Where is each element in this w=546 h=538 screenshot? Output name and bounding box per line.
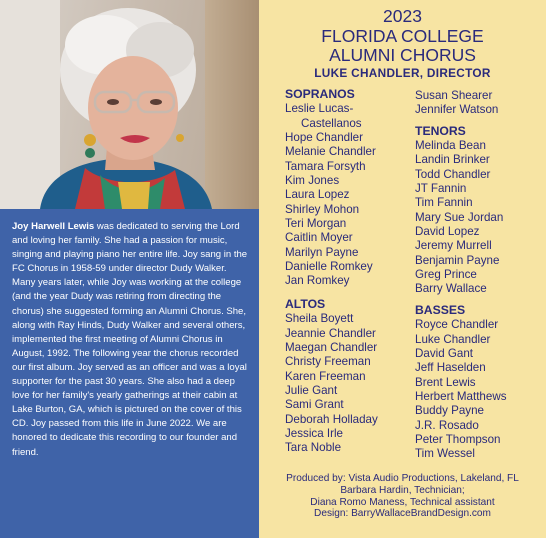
bio-text: was dedicated to serving the Lord and loving her family. She had a passion for music, singing and playing piano her entire life. Joy sang in the FC Chorus in 1958-59 under director Dudy Walker. Many years later, while Joy was working at the college (and the year Dudy was retiring from directing the chorus) she suggested forming an Alumni Chorus. She, along with Ray Hinds, Dudy Walker and several others, implemented the first meeting of Alumni Chorus in August, 1992. The following year the chorus recorded our first album. Joy served as an officer and was a loyal supporter for the past 30 years. She also had a deep love for her family's yearly gatherings at their cabin at Lake Burton, GA, which is pictured on the cover of this CD. Joy passed from this life in June 2022. We are honored to dedicate this recording to our founder and friend. (12, 221, 248, 458)
singer-name: Barry Wallace (415, 282, 487, 296)
credits-design: Design: BarryWallaceBrandDesign.com (314, 508, 491, 520)
roster-column-right (415, 89, 507, 462)
singer-name: Marilyn Payne (285, 245, 359, 259)
singer-name: J.R. Rosado (415, 418, 479, 432)
singer-name: Benjamin Payne (415, 253, 500, 267)
singer-name: Luke Chandler (415, 332, 491, 346)
singer-name: Melanie Chandler (285, 145, 376, 159)
singer-name: Jeannie Chandler (285, 326, 376, 340)
singer-name: Brent Lewis (415, 375, 476, 389)
section-heading-tenors: TENORS (415, 123, 466, 138)
production-credits (259, 473, 546, 520)
bio-name: Joy Harwell Lewis (12, 221, 95, 232)
singer-name: Tim Wessel (415, 447, 475, 461)
singer-name: Tim Fannin (415, 196, 473, 210)
section-heading-altos: ALTOS (285, 296, 326, 311)
director-name: LUKE CHANDLER, DIRECTOR (314, 66, 491, 80)
singer-name: Jennifer Watson (415, 103, 499, 117)
singer-name: Danielle Romkey (285, 260, 373, 274)
singer-name: Julie Gant (285, 383, 338, 397)
singer-name: Hope Chandler (285, 131, 363, 145)
singer-name: Shirley Mohon (285, 202, 360, 216)
singer-name: Buddy Payne (415, 404, 484, 418)
singer-name: Greg Prince (415, 268, 477, 282)
chorus-title-line1: FLORIDA COLLEGE (321, 26, 484, 46)
singer-name: Peter Thompson (415, 432, 501, 446)
credits-technical-assistant: Diana Romo Maness, Technical assistant (310, 496, 495, 508)
singer-name: Laura Lopez (285, 188, 350, 202)
singer-name: Teri Morgan (285, 217, 347, 231)
basses-list (415, 318, 507, 461)
singer-name: Royce Chandler (415, 318, 499, 332)
singer-name: Sami Grant (285, 398, 344, 412)
singer-name: David Lopez (415, 225, 480, 239)
right-panel (259, 0, 546, 538)
roster-column-left (285, 87, 378, 456)
sopranos-list (285, 102, 378, 288)
singer-name: Karen Freeman (285, 369, 366, 383)
chorus-title-line2: ALUMNI CHORUS (329, 45, 476, 65)
singer-name: Jan Romkey (285, 274, 350, 288)
singer-name: Tamara Forsyth (285, 159, 366, 173)
singer-name: Mary Sue Jordan (415, 210, 504, 224)
singer-name: Herbert Matthews (415, 389, 507, 403)
singer-name: Maegan Chandler (285, 340, 378, 354)
singer-name: Deborah Holladay (285, 412, 378, 426)
singer-name: Leslie Lucas- (285, 102, 354, 116)
portrait-figure (0, 0, 259, 209)
singer-name: Jeff Haselden (415, 361, 486, 375)
section-heading-sopranos: SOPRANOS (285, 87, 355, 101)
singer-name: Todd Chandler (415, 167, 491, 181)
singer-name: Susan Shearer (415, 89, 493, 102)
tenors-list (415, 139, 507, 297)
singer-name: Melinda Bean (415, 139, 486, 153)
section-heading-basses: BASSES (415, 302, 466, 317)
credits-technician: Barbara Hardin, Technician; (340, 484, 465, 496)
portrait-photo (0, 0, 259, 209)
sopranos-list-continued (415, 89, 507, 118)
singer-name: Landin Brinker (415, 153, 490, 167)
singer-name: JT Fannin (415, 182, 467, 196)
dedication-bio (0, 209, 259, 538)
credits-producer: Produced by: Vista Audio Productions, Lakeland, FL (286, 473, 519, 484)
left-panel (0, 0, 259, 538)
singer-name: Christy Freeman (285, 355, 371, 369)
singer-name: Caitlin Moyer (285, 231, 353, 245)
singer-name: Castellanos (301, 116, 362, 130)
singer-name: Sheila Boyett (285, 312, 354, 326)
singer-name: Jeremy Murrell (415, 239, 492, 253)
altos-list (285, 312, 378, 455)
singer-name: David Gant (415, 346, 473, 360)
singer-name: Kim Jones (285, 174, 340, 188)
album-year: 2023 (383, 6, 422, 26)
singer-name: Jessica Irle (285, 426, 343, 440)
singer-name: Tara Noble (285, 441, 342, 455)
